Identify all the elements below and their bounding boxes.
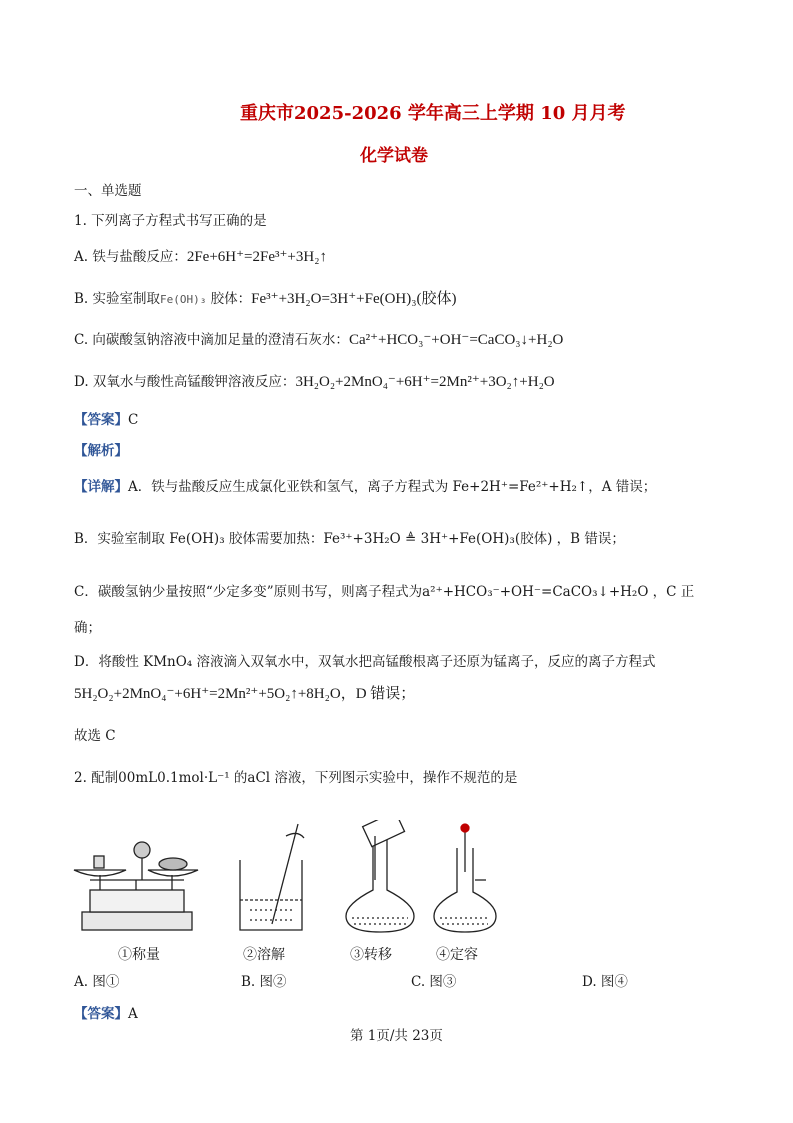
page-footer: 第 1页/共 23页 [350, 1028, 443, 1044]
q2-answer [74, 1002, 138, 1022]
q2-option-d: D. 图④ [582, 974, 628, 990]
q2-stem: 2. 配制00mL0.1mol·L⁻¹ 的aCl 溶液，下列图示实验中，操作不规范的是 [74, 770, 518, 786]
q1-detail-c-cont: 确； [74, 620, 101, 636]
q2-answer-value: A [128, 1006, 138, 1022]
q2-answer-tag: 【答案】 [74, 1006, 128, 1022]
q1-detail-d: D．将酸性 KMnO₄ 溶液滴入双氧水中，双氧水把高锰酸根离子还原为锰离子，反应的离子方程式 [74, 654, 656, 670]
q1-detail-tag: 【详解】 [74, 479, 128, 495]
q1-conclusion: 故选 C [74, 728, 116, 744]
q1-answer [74, 408, 138, 428]
q1-option-c-eq: Ca²⁺+HCO₃⁻+OH⁻=CaCO₃↓+H₂O [348, 332, 564, 348]
section-heading: 一、单选题 [74, 183, 142, 199]
q1-detail-c: C．碳酸氢钠少量按照“少定多变”原则书写，则离子程式为a²⁺+HCO₃⁻+OH⁻=CaCO₃↓+H₂O ，C 正 [74, 584, 695, 600]
q2-figure [70, 820, 670, 945]
q1-option-d [74, 370, 555, 391]
q1-option-d-eq: 3H₂O₂+2MnO₄⁻+6H⁺=2Mn²⁺+3O₂↑+H₂O [295, 374, 555, 390]
q1-option-b-label: B. 实验室制取 [74, 291, 161, 307]
figure-label-1: ①称量 [118, 947, 160, 963]
transfer-illustration [346, 820, 414, 932]
q1-option-a-eq: 2Fe+6H⁺=2Fe³⁺+3H₂↑ [186, 249, 327, 265]
q1-option-c [74, 328, 563, 349]
q1-detail-d-eq: 5H₂O₂+2MnO₄⁻+6H⁺=2Mn²⁺+5O₂↑+8H₂O，D 错误； [74, 686, 416, 702]
q1-answer-tag: 【答案】 [74, 412, 128, 428]
figure-label-2: ②溶解 [243, 947, 285, 963]
q1-option-b-formula: Fe(OH)₃ [160, 293, 207, 306]
q1-option-a [74, 245, 327, 266]
q1-stem: 1. 下列离子方程式书写正确的是 [74, 213, 267, 229]
dilution-illustration [434, 824, 496, 932]
figure-label-3: ③转移 [350, 947, 392, 963]
q2-option-b: B. 图② [241, 974, 287, 990]
q1-detail-b: B．实验室制取 Fe(OH)₃ 胶体需要加热：Fe³⁺+3H₂O ≜ 3H⁺+Fe(OH)₃(胶体) ，B 错误； [74, 531, 625, 547]
q1-analysis-tag: 【解析】 [74, 443, 128, 459]
q1-answer-value: C [128, 412, 139, 428]
q1-option-b [74, 287, 457, 308]
page-subtitle: 化学试卷 [360, 146, 428, 166]
q1-option-d-label: D. 双氧水与酸性高锰酸钾溶液反应： [74, 374, 296, 390]
q1-detail-a-text: A．铁与盐酸反应生成氯化亚铁和氢气，离子方程式为 Fe+2H⁺=Fe²⁺+H₂↑，A 错误； [128, 479, 657, 495]
q2-option-c: C. 图③ [411, 974, 457, 990]
q1-detail-a [74, 475, 656, 495]
balance-illustration [74, 842, 198, 930]
q2-option-a: A. 图① [74, 974, 120, 990]
q1-option-b-label2: 胶体： [206, 291, 252, 307]
q1-option-a-label: A. 铁与盐酸反应： [74, 249, 187, 265]
q1-option-c-label: C. 向碳酸氢钠溶液中滴加足量的澄清石灰水： [74, 332, 349, 348]
dissolving-illustration [240, 824, 304, 930]
page-title: 重庆市2025-2026 学年高三上学期 10 月月考 [240, 103, 626, 124]
q1-option-b-eq: Fe³⁺+3H₂O=3H⁺+Fe(OH)₃(胶体) [251, 291, 457, 307]
figure-label-4: ④定容 [436, 947, 478, 963]
